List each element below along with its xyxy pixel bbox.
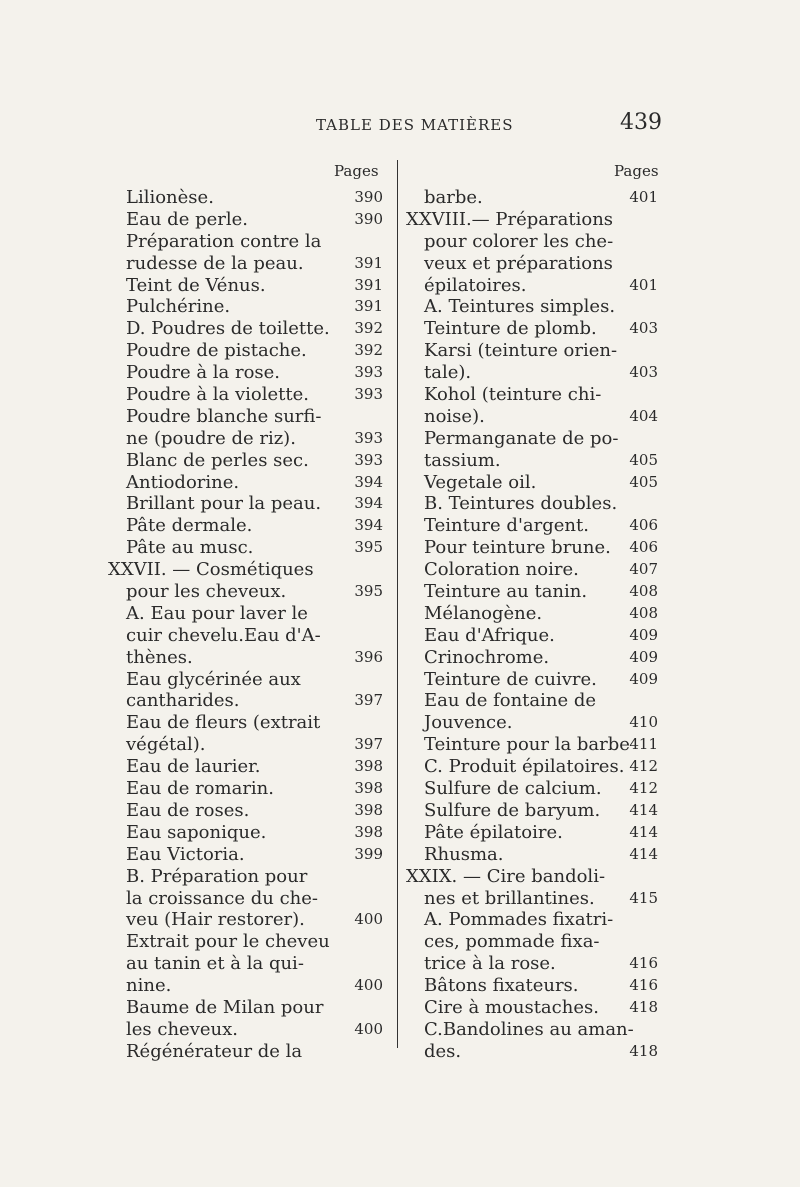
toc-entry-text: veux et préparations bbox=[424, 252, 613, 274]
toc-entry-text: rudesse de la peau. bbox=[126, 252, 304, 274]
toc-entry bbox=[406, 690, 658, 712]
toc-entry bbox=[406, 559, 658, 581]
toc-entry-page: 391 bbox=[354, 253, 383, 272]
toc-entry-page: 409 bbox=[629, 647, 658, 666]
toc-entry bbox=[108, 953, 383, 975]
toc-entry-page: 400 bbox=[354, 910, 383, 929]
toc-entry-text: Antiodorine. bbox=[126, 471, 240, 493]
toc-entry-text: Poudre à la rose. bbox=[126, 362, 281, 384]
toc-entry-page: 394 bbox=[354, 494, 383, 513]
toc-entry-text: les cheveux. bbox=[126, 1018, 238, 1040]
toc-entry-text: barbe. bbox=[424, 187, 483, 208]
toc-entry-text: la croissance du che- bbox=[126, 887, 318, 909]
toc-entry-page: 403 bbox=[629, 319, 658, 338]
right-column bbox=[406, 187, 658, 1063]
toc-entry-page: 390 bbox=[354, 209, 383, 228]
toc-entry bbox=[406, 296, 658, 318]
toc-entry-text: Préparation contre la bbox=[126, 230, 322, 252]
toc-entry-text: Kohol (teinture chi- bbox=[424, 384, 602, 406]
toc-entry bbox=[108, 669, 383, 691]
toc-entry-page: 401 bbox=[629, 188, 658, 206]
toc-entry bbox=[406, 231, 658, 253]
toc-entry-page: 401 bbox=[629, 275, 658, 294]
toc-entry bbox=[108, 559, 383, 581]
toc-entry-text: Régénérateur de la bbox=[126, 1040, 303, 1062]
toc-entry-text: A. Pommades fixatri- bbox=[424, 909, 614, 931]
toc-entry-page: 418 bbox=[629, 1041, 658, 1060]
toc-entry bbox=[406, 472, 658, 494]
column-divider bbox=[397, 160, 398, 1048]
toc-entry-text: tale). bbox=[424, 362, 472, 384]
toc-entry-text: A. Teintures simples. bbox=[424, 296, 616, 318]
toc-entry-page: 400 bbox=[354, 976, 383, 995]
toc-entry bbox=[406, 625, 658, 647]
toc-entry-text: D. Poudres de toilette. bbox=[126, 318, 330, 340]
toc-entry-text: tassium. bbox=[424, 449, 501, 471]
toc-entry-page: 397 bbox=[354, 691, 383, 710]
toc-entry bbox=[108, 909, 383, 931]
toc-entry-text: Eau Victoria. bbox=[126, 843, 245, 865]
toc-entry-page: 393 bbox=[354, 385, 383, 404]
toc-entry bbox=[406, 931, 658, 953]
toc-entry-page: 405 bbox=[629, 450, 658, 469]
toc-entry bbox=[108, 384, 383, 406]
toc-entry-page: 405 bbox=[629, 472, 658, 491]
toc-entry-text: Poudre blanche surfi- bbox=[126, 405, 322, 427]
toc-entry bbox=[406, 1019, 658, 1041]
toc-entry-page: 418 bbox=[629, 997, 658, 1016]
toc-entry bbox=[108, 340, 383, 362]
toc-entry bbox=[406, 187, 658, 209]
toc-entry bbox=[108, 756, 383, 778]
toc-entry-page: 392 bbox=[354, 319, 383, 338]
toc-entry-text: Pulchérine. bbox=[126, 296, 231, 318]
toc-entry bbox=[406, 1041, 658, 1063]
toc-entry-page: 397 bbox=[354, 735, 383, 754]
toc-entry bbox=[406, 581, 658, 603]
toc-entry bbox=[406, 909, 658, 931]
toc-entry-text: XXIX. — Cire bandoli- bbox=[406, 865, 606, 887]
toc-entry-text: Baume de Milan pour bbox=[126, 996, 324, 1018]
toc-entry-text: Eau de roses. bbox=[126, 799, 250, 821]
toc-entry-text: Karsi (teinture orien- bbox=[424, 340, 618, 362]
toc-entry-page: 411 bbox=[629, 735, 658, 754]
toc-entry-text: ces, pommade fixa- bbox=[424, 931, 600, 953]
toc-entry-text: Jouvence. bbox=[424, 712, 513, 734]
toc-entry bbox=[406, 975, 658, 997]
toc-entry-page: 391 bbox=[354, 297, 383, 316]
toc-entry-page: 415 bbox=[629, 888, 658, 907]
toc-entry-page: 399 bbox=[354, 844, 383, 863]
toc-entry-text: A. Eau pour laver le bbox=[126, 602, 308, 624]
toc-entry bbox=[108, 712, 383, 734]
toc-entry-text: Sulfure de calcium. bbox=[424, 778, 602, 800]
toc-entry bbox=[406, 712, 658, 734]
toc-entry-text: Cire à moustaches. bbox=[424, 996, 599, 1018]
toc-entry-page: 410 bbox=[629, 713, 658, 732]
toc-entry-page: 395 bbox=[354, 538, 383, 557]
toc-entry bbox=[108, 362, 383, 384]
toc-entry bbox=[108, 931, 383, 953]
toc-entry bbox=[406, 515, 658, 537]
toc-entry-text: Lilionèse. bbox=[126, 187, 214, 208]
toc-entry-text: Vegetale oil. bbox=[424, 471, 537, 493]
toc-entry bbox=[108, 647, 383, 669]
toc-entry bbox=[108, 844, 383, 866]
toc-entry-page: 412 bbox=[629, 757, 658, 776]
left-pages-label: Pages bbox=[334, 162, 379, 180]
toc-entry bbox=[406, 603, 658, 625]
toc-entry bbox=[108, 997, 383, 1019]
toc-entry-page: 393 bbox=[354, 363, 383, 382]
toc-entry-page: 392 bbox=[354, 341, 383, 360]
toc-entry bbox=[108, 253, 383, 275]
toc-entry-page: 395 bbox=[354, 582, 383, 601]
toc-entry bbox=[406, 953, 658, 975]
toc-entry-text: C. Produit épilatoires. bbox=[424, 756, 625, 778]
toc-entry bbox=[108, 800, 383, 822]
toc-entry bbox=[108, 406, 383, 428]
toc-entry-text: Extrait pour le cheveu bbox=[126, 931, 330, 953]
toc-entry bbox=[108, 187, 383, 209]
toc-entry bbox=[406, 734, 658, 756]
toc-entry bbox=[108, 822, 383, 844]
toc-entry bbox=[406, 450, 658, 472]
toc-entry-text: nine. bbox=[126, 975, 172, 997]
toc-entry bbox=[108, 472, 383, 494]
toc-entry-page: 398 bbox=[354, 779, 383, 798]
toc-entry-text: Brillant pour la peau. bbox=[126, 493, 322, 515]
toc-entry-text: Teint de Vénus. bbox=[126, 274, 266, 296]
toc-entry-text: Poudre à la violette. bbox=[126, 384, 309, 406]
toc-entry bbox=[108, 778, 383, 800]
toc-entry-text: Pâte dermale. bbox=[126, 515, 253, 537]
toc-entry bbox=[108, 209, 383, 231]
toc-entry-text: Sulfure de baryum. bbox=[424, 799, 601, 821]
toc-entry-text: veu (Hair restorer). bbox=[126, 909, 305, 931]
toc-entry-page: 406 bbox=[629, 516, 658, 535]
toc-entry bbox=[406, 647, 658, 669]
toc-entry-text: Pâte au musc. bbox=[126, 537, 254, 559]
toc-entry-page: 400 bbox=[354, 1019, 383, 1038]
toc-entry-text: Pour teinture brune. bbox=[424, 537, 611, 559]
toc-entry-text: cantharides. bbox=[126, 690, 240, 712]
toc-entry-page: 412 bbox=[629, 779, 658, 798]
toc-entry-text: Eau de romarin. bbox=[126, 778, 274, 800]
toc-entry-text: Eau saponique. bbox=[126, 821, 267, 843]
toc-entry bbox=[108, 1041, 383, 1063]
running-header: TABLE DES MATIÈRES bbox=[316, 116, 514, 134]
toc-entry-page: 416 bbox=[629, 954, 658, 973]
toc-entry-text: trice à la rose. bbox=[424, 953, 556, 975]
toc-entry-page: 398 bbox=[354, 800, 383, 819]
toc-entry-page: 404 bbox=[629, 406, 658, 425]
toc-entry bbox=[108, 866, 383, 888]
toc-entry bbox=[108, 515, 383, 537]
toc-entry-text: B. Teintures doubles. bbox=[424, 493, 618, 515]
toc-entry-text: Bâtons fixateurs. bbox=[424, 975, 579, 997]
toc-entry-page: 394 bbox=[354, 472, 383, 491]
toc-entry-text: Eau de laurier. bbox=[126, 756, 261, 778]
toc-entry-page: 391 bbox=[354, 275, 383, 294]
toc-entry-text: pour colorer les che- bbox=[424, 230, 614, 252]
toc-entry-text: B. Préparation pour bbox=[126, 865, 308, 887]
toc-entry bbox=[108, 493, 383, 515]
toc-entry bbox=[406, 362, 658, 384]
toc-entry bbox=[108, 428, 383, 450]
toc-entry-page: 398 bbox=[354, 757, 383, 776]
toc-entry bbox=[108, 888, 383, 910]
right-pages-label: Pages bbox=[614, 162, 659, 180]
toc-entry bbox=[406, 493, 658, 515]
toc-entry bbox=[108, 625, 383, 647]
toc-entry bbox=[406, 669, 658, 691]
toc-entry bbox=[108, 581, 383, 603]
toc-entry bbox=[108, 734, 383, 756]
toc-entry-text: Crinochrome. bbox=[424, 646, 550, 668]
toc-entry-text: végétal). bbox=[126, 734, 206, 756]
toc-entry-text: Mélanogène. bbox=[424, 602, 543, 624]
toc-entry-page: 394 bbox=[354, 516, 383, 535]
toc-entry-text: thènes. bbox=[126, 646, 193, 668]
toc-entry-text: Blanc de perles sec. bbox=[126, 449, 309, 471]
toc-entry-text: cuir chevelu.Eau d'A- bbox=[126, 624, 321, 646]
toc-entry bbox=[108, 975, 383, 997]
toc-entry bbox=[406, 428, 658, 450]
toc-entry bbox=[406, 318, 658, 340]
toc-entry-text: Teinture de plomb. bbox=[424, 318, 597, 340]
toc-entry-page: 408 bbox=[629, 582, 658, 601]
toc-entry bbox=[108, 603, 383, 625]
toc-entry bbox=[406, 844, 658, 866]
left-column bbox=[108, 187, 383, 1063]
toc-entry bbox=[406, 537, 658, 559]
toc-entry bbox=[108, 231, 383, 253]
toc-entry-text: C.Bandolines au aman- bbox=[424, 1018, 634, 1040]
toc-entry-text: Eau d'Afrique. bbox=[424, 624, 555, 646]
toc-entry-page: 403 bbox=[629, 363, 658, 382]
toc-entry-text: épilatoires. bbox=[424, 274, 527, 296]
toc-entry-text: Eau de fleurs (extrait bbox=[126, 712, 321, 734]
toc-entry bbox=[406, 997, 658, 1019]
toc-entry-text: Coloration noire. bbox=[424, 559, 579, 581]
page-number: 439 bbox=[620, 110, 662, 135]
toc-entry bbox=[406, 866, 658, 888]
toc-entry-page: 414 bbox=[629, 822, 658, 841]
toc-entry-text: Teinture de cuivre. bbox=[424, 668, 597, 690]
toc-entry bbox=[406, 778, 658, 800]
toc-entry-text: Eau glycérinée aux bbox=[126, 668, 301, 690]
toc-entry bbox=[406, 406, 658, 428]
toc-entry-page: 396 bbox=[354, 647, 383, 666]
toc-entry-text: noise). bbox=[424, 405, 485, 427]
toc-entry-page: 414 bbox=[629, 800, 658, 819]
toc-entry-text: XXVII. — Cosmétiques bbox=[108, 559, 314, 581]
toc-entry-text: nes et brillantines. bbox=[424, 887, 595, 909]
toc-entry-page: 416 bbox=[629, 976, 658, 995]
toc-entry-text: XXVIII.— Préparations bbox=[406, 208, 614, 230]
toc-entry bbox=[406, 822, 658, 844]
toc-entry bbox=[406, 756, 658, 778]
toc-entry-page: 393 bbox=[354, 450, 383, 469]
toc-entry-page: 408 bbox=[629, 603, 658, 622]
toc-entry bbox=[108, 690, 383, 712]
toc-entry bbox=[108, 450, 383, 472]
toc-entry bbox=[406, 275, 658, 297]
toc-entry-text: Rhusma. bbox=[424, 843, 504, 865]
toc-entry-text: Eau de fontaine de bbox=[424, 690, 597, 712]
toc-entry bbox=[108, 296, 383, 318]
toc-entry-text: Teinture pour la barbe bbox=[424, 734, 630, 756]
toc-entry-text: au tanin et à la qui- bbox=[126, 953, 304, 975]
toc-entry-text: ne (poudre de riz). bbox=[126, 427, 296, 449]
toc-entry-text: pour les cheveux. bbox=[126, 581, 287, 603]
toc-entry-page: 406 bbox=[629, 538, 658, 557]
toc-entry bbox=[406, 384, 658, 406]
toc-entry bbox=[406, 800, 658, 822]
toc-entry-page: 409 bbox=[629, 625, 658, 644]
toc-entry-text: Eau de perle. bbox=[126, 208, 248, 230]
toc-entry bbox=[406, 209, 658, 231]
toc-entry-page: 398 bbox=[354, 822, 383, 841]
toc-entry bbox=[406, 253, 658, 275]
toc-entry bbox=[406, 340, 658, 362]
toc-entry-text: Poudre de pistache. bbox=[126, 340, 307, 362]
toc-entry bbox=[406, 888, 658, 910]
toc-entry-page: 393 bbox=[354, 428, 383, 447]
toc-entry-text: Teinture d'argent. bbox=[424, 515, 589, 537]
toc-entry bbox=[108, 275, 383, 297]
toc-entry bbox=[108, 1019, 383, 1041]
toc-entry-page: 407 bbox=[629, 560, 658, 579]
toc-entry-text: Teinture au tanin. bbox=[424, 581, 588, 603]
toc-entry bbox=[108, 318, 383, 340]
toc-entry-page: 390 bbox=[354, 188, 383, 206]
toc-entry bbox=[108, 537, 383, 559]
toc-entry-text: Pâte épilatoire. bbox=[424, 821, 563, 843]
toc-entry-page: 409 bbox=[629, 669, 658, 688]
toc-entry-text: des. bbox=[424, 1040, 462, 1062]
toc-entry-page: 414 bbox=[629, 844, 658, 863]
toc-entry-text: Permanganate de po- bbox=[424, 427, 619, 449]
